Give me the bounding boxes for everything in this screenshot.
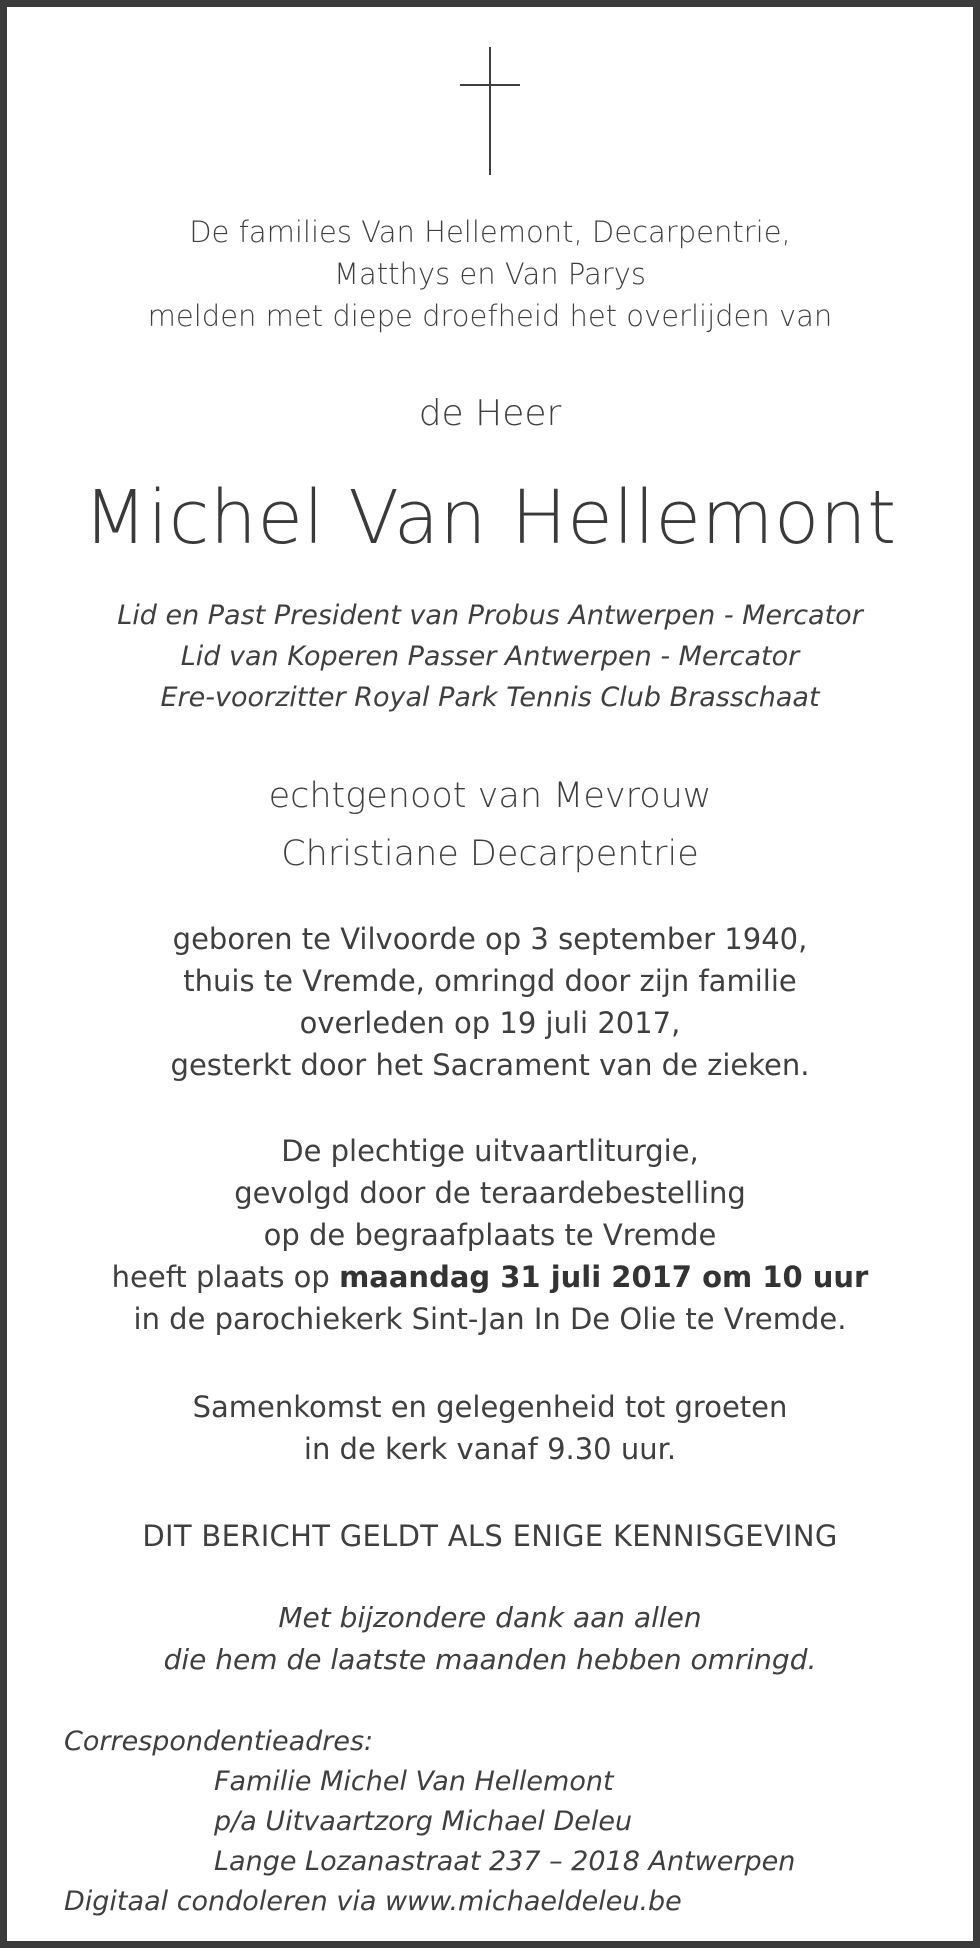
service-date: maandag 31 juli 2017 om 10 uur — [339, 1260, 869, 1294]
official-notice: DIT BERICHT GELDT ALS ENIGE KENNISGEVING — [142, 1519, 838, 1553]
intro-families-line-2: Matthys en Van Parys — [334, 257, 646, 291]
address-family: Familie Michel Van Hellemont — [214, 1766, 614, 1797]
address-care-of: p/a Uitvaartzorg Michael Deleu — [214, 1806, 633, 1837]
role-line: Lid van Koperen Passer Antwerpen - Mercator — [180, 641, 800, 672]
gathering-info — [0, 1386, 980, 1470]
birth-line: geboren te Vilvoorde op 3 september 1940, — [172, 922, 808, 956]
online-condolence: Digitaal condoleren via www.michaeldeleu.be — [64, 1886, 682, 1917]
funeral-service — [0, 1130, 980, 1340]
deceased-roles — [0, 595, 980, 718]
home-line: thuis te Vremde, omringd door zijn familie — [183, 964, 797, 998]
sacrament-line: gesterkt door het Sacrament van de zieken. — [170, 1048, 810, 1082]
cross-horizontal-bar — [460, 84, 520, 86]
service-location: in de parochiekerk Sint-Jan In De Olie te Vremde. — [133, 1302, 847, 1336]
life-details — [0, 918, 980, 1086]
deceased-name: Michel Van Hellemont — [83, 475, 897, 561]
spouse-section — [0, 767, 980, 883]
cross-icon — [460, 47, 520, 175]
deceased-title: de Heer — [418, 393, 562, 434]
thanks-line-2: die hem de laatste maanden hebben omringd. — [163, 1643, 817, 1676]
intro-families-line: De families Van Hellemont, Decarpentrie, — [189, 215, 791, 249]
spouse-line: echtgenoot van Mevrouw — [268, 776, 712, 816]
role-line: Lid en Past President van Probus Antwerpen - Mercator — [117, 600, 863, 631]
gathering-line: Samenkomst en gelegenheid tot groeten — [192, 1390, 788, 1424]
death-line: overleden op 19 juli 2017, — [299, 1006, 681, 1040]
thanks-message — [0, 1597, 980, 1681]
intro-announcement — [0, 211, 980, 337]
intro-announcement-line: melden met diepe droefheid het overlijden van — [147, 299, 833, 333]
correspondence-label: Correspondentieadres: — [64, 1726, 374, 1757]
thanks-line: Met bijzondere dank aan allen — [278, 1601, 702, 1634]
spouse-name: Christiane Decarpentrie — [281, 834, 699, 874]
gathering-time: in de kerk vanaf 9.30 uur. — [303, 1432, 677, 1466]
correspondence-address — [64, 1722, 795, 1922]
role-line: Ere-voorzitter Royal Park Tennis Club Brasschaat — [160, 682, 820, 713]
service-line: gevolgd door de teraardebestelling — [234, 1176, 746, 1210]
service-line: De plechtige uitvaartliturgie, — [281, 1134, 699, 1168]
service-date-prefix: heeft plaats op — [111, 1260, 340, 1294]
cross-vertical-bar — [489, 47, 491, 175]
service-date-line — [0, 1256, 980, 1298]
service-line: op de begraafplaats te Vremde — [263, 1218, 717, 1252]
address-street: Lange Lozanastraat 237 – 2018 Antwerpen — [214, 1846, 796, 1877]
